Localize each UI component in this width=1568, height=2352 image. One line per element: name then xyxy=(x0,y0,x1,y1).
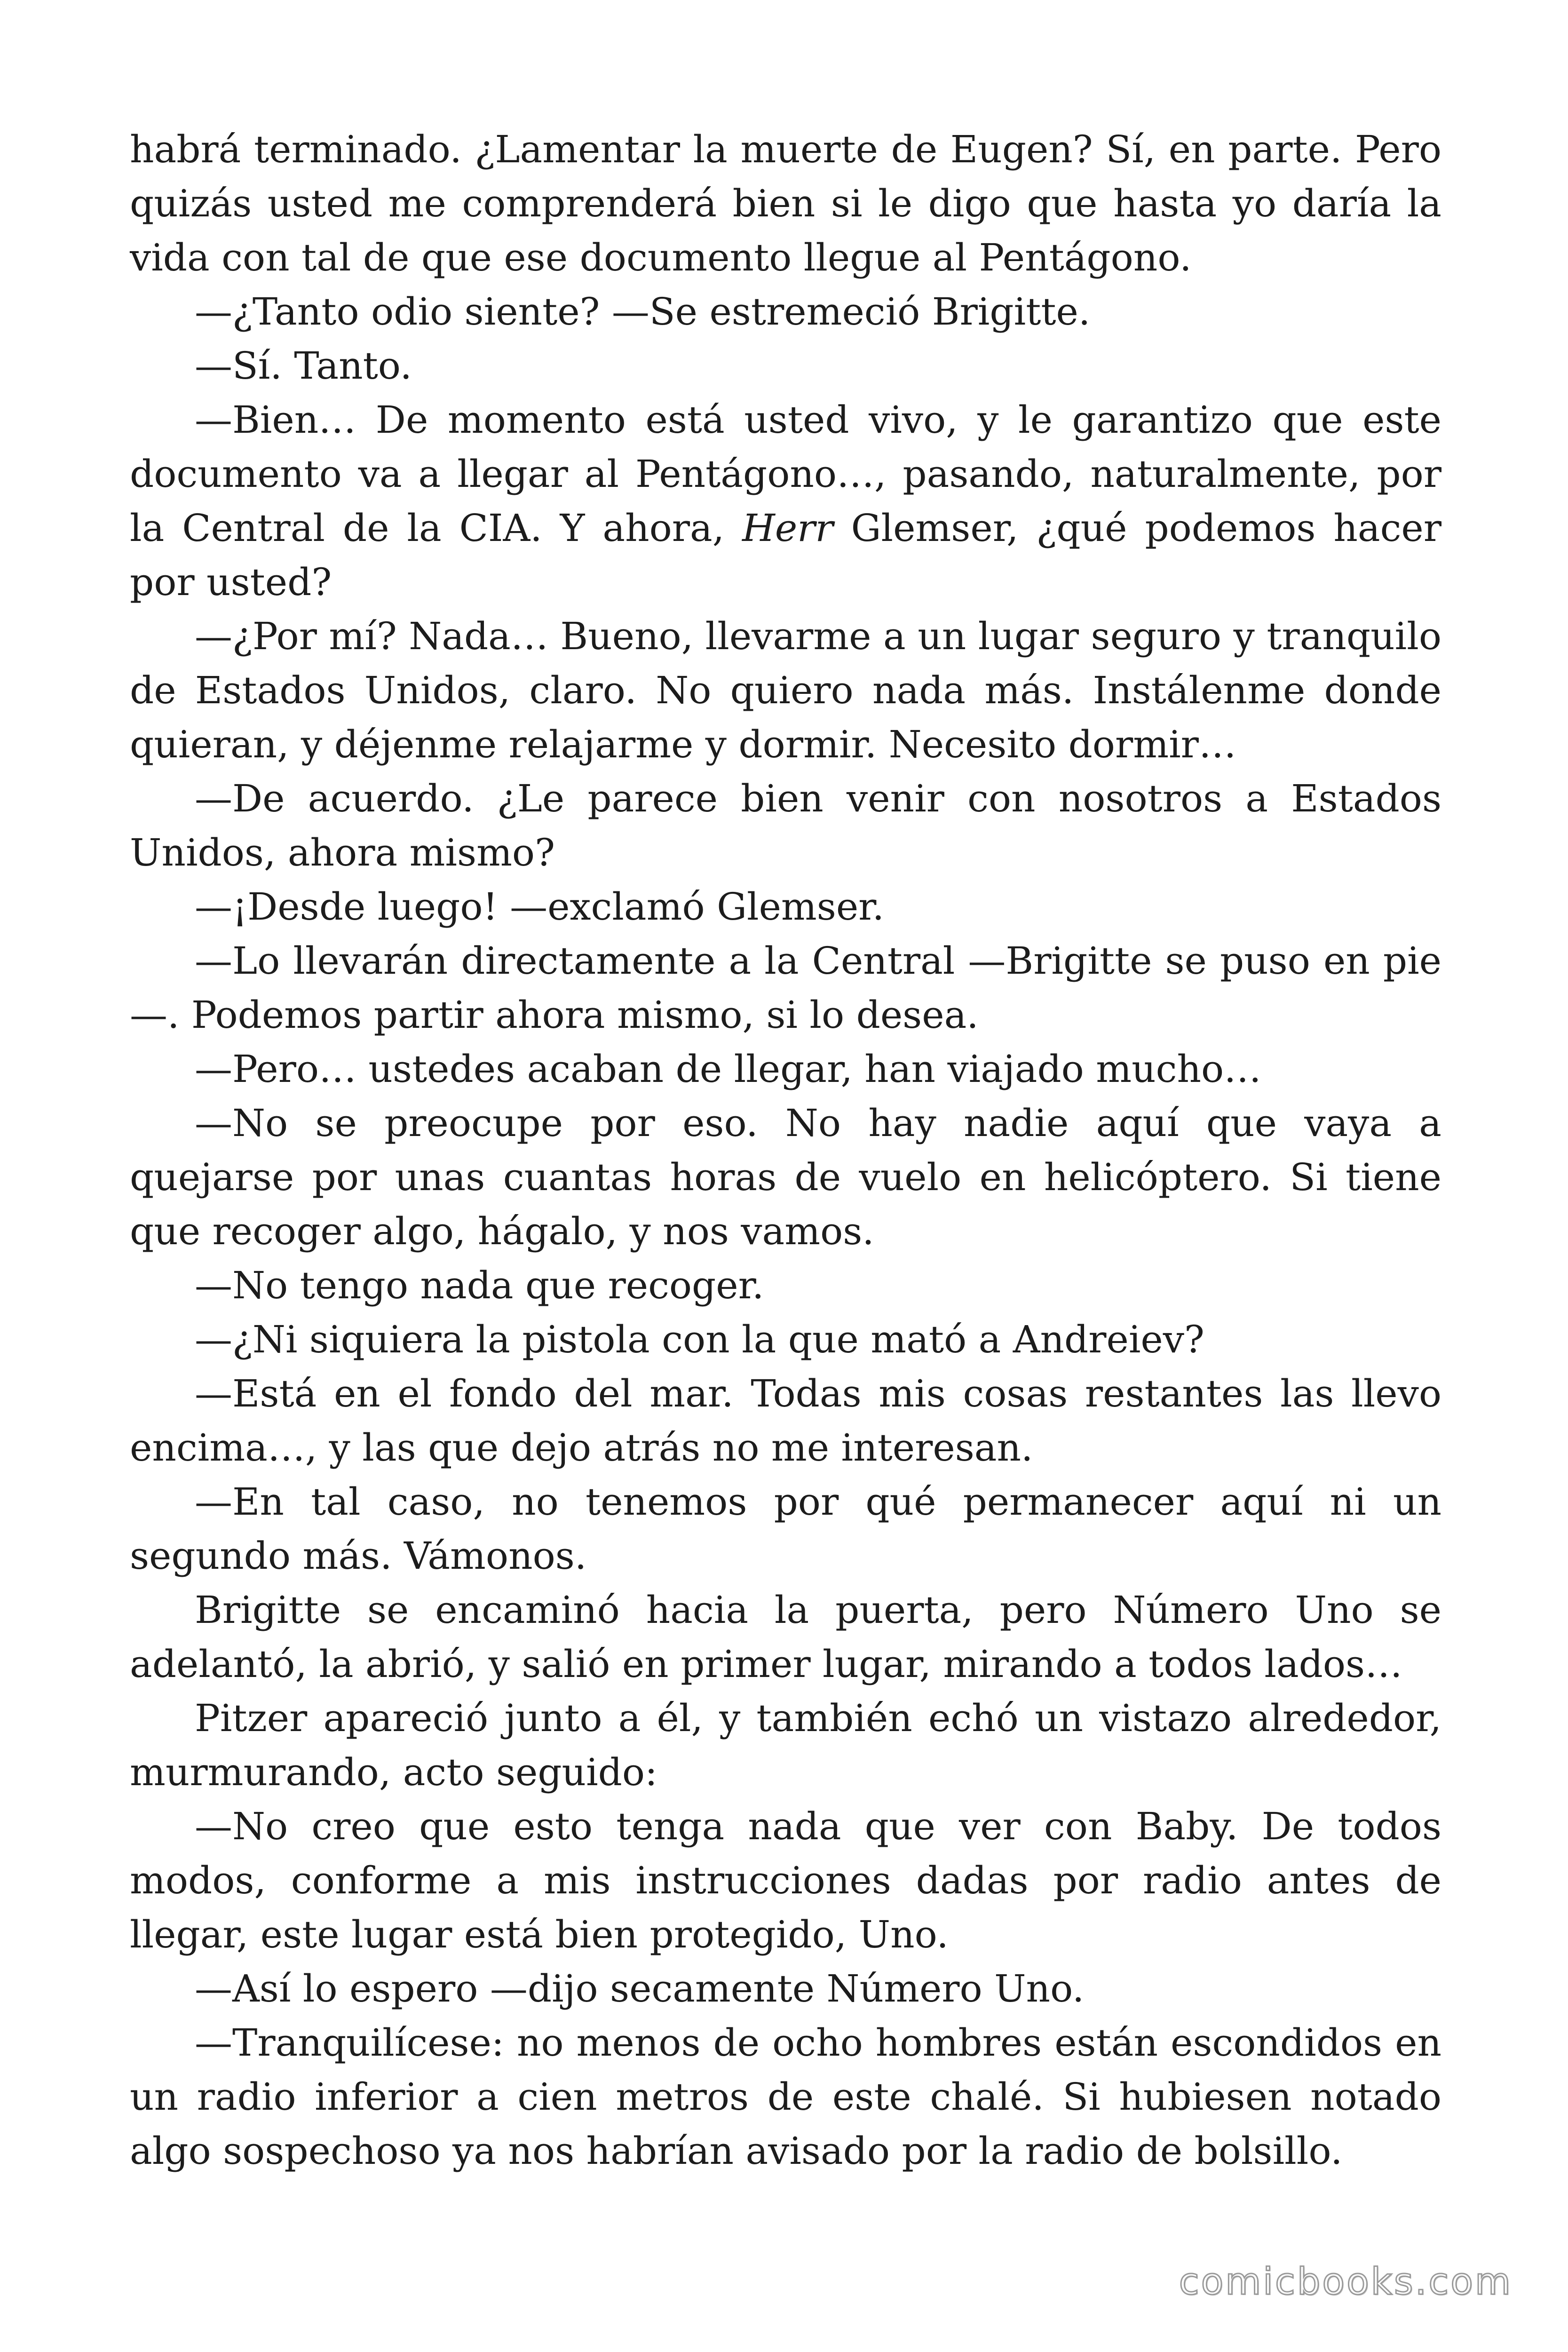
paragraph-7: —¡Desde luego! —exclamó Glemser. xyxy=(195,885,885,929)
paragraph-15: Brigitte se encaminó hacia la puerta, pero Número Uno se adelantó, la abrió, y salió en primer lugar, mirando a todos lados… xyxy=(130,1588,1441,1686)
paragraph-18: —Así lo espero —dijo secamente Número Uno. xyxy=(195,1967,1085,2010)
body-text xyxy=(130,122,1441,2178)
italic-term: Herr xyxy=(742,506,833,550)
paragraph-10: —No se preocupe por eso. No hay nadie aquí que vaya a quejarse por unas cuantas horas de vuelo en helicóptero. Si tiene que recoger algo, hágalo, y nos vamos. xyxy=(130,1101,1441,1253)
paragraph-4-part-2: Glemser, ¿qué podemos hacer por usted? xyxy=(130,506,1441,604)
paragraph-5: —¿Por mí? Nada… Bueno, llevarme a un lugar seguro y tranquilo de Estados Unidos, claro. No quiero nada más. Instálenme donde quieran, y déjenme relajarme y dormir. Necesito dormir… xyxy=(130,614,1441,766)
paragraph-2: —¿Tanto odio siente? —Se estremeció Brigitte. xyxy=(195,290,1091,334)
paragraph-19: —Tranquilícese: no menos de ocho hombres están escondidos en un radio inferior a cien metros de este chalé. Si hubiesen notado algo sospechoso ya nos habrían avisado por la radio de bolsillo. xyxy=(130,2021,1441,2173)
paragraph-4 xyxy=(130,393,1441,609)
paragraph-17: —No creo que esto tenga nada que ver con Baby. De todos modos, conforme a mis instrucciones dadas por radio antes de llegar, este lugar está bien protegido, Uno. xyxy=(130,1804,1441,1956)
paragraph-9: —Pero… ustedes acaban de llegar, han viajado mucho… xyxy=(195,1047,1262,1091)
paragraph-1: habrá terminado. ¿Lamentar la muerte de Eugen? Sí, en parte. Pero quizás usted me comprenderá bien si le digo que hasta yo daría la vida con tal de que ese documento llegue al Pentágono. xyxy=(130,127,1441,279)
watermark-logo: comicbooks.com xyxy=(1179,2261,1513,2303)
paragraph-6: —De acuerdo. ¿Le parece bien venir con nosotros a Estados Unidos, ahora mismo? xyxy=(130,777,1441,874)
paragraph-12: —¿Ni siquiera la pistola con la que mató a Andreiev? xyxy=(195,1318,1204,1361)
paragraph-8: —Lo llevarán directamente a la Central —Brigitte se puso en pie—. Podemos partir ahora mismo, si lo desea. xyxy=(130,939,1441,1037)
paragraph-14: —En tal caso, no tenemos por qué permanecer aquí ni un segundo más. Vámonos. xyxy=(130,1480,1441,1578)
paragraph-16: Pitzer apareció junto a él, y también echó un vistazo alrededor, murmurando, acto seguido: xyxy=(130,1696,1441,1794)
paragraph-4-part-1: —Bien… De momento está usted vivo, y le garantizo que este documento va a llegar al Pentágono…, pasando, naturalmente, por la Central de la CIA. Y ahora, xyxy=(130,398,1441,550)
paragraph-3: —Sí. Tanto. xyxy=(195,344,412,388)
paragraph-11: —No tengo nada que recoger. xyxy=(195,1263,764,1307)
paragraph-13: —Está en el fondo del mar. Todas mis cosas restantes las llevo encima…, y las que dejo atrás no me interesan. xyxy=(130,1372,1441,1470)
